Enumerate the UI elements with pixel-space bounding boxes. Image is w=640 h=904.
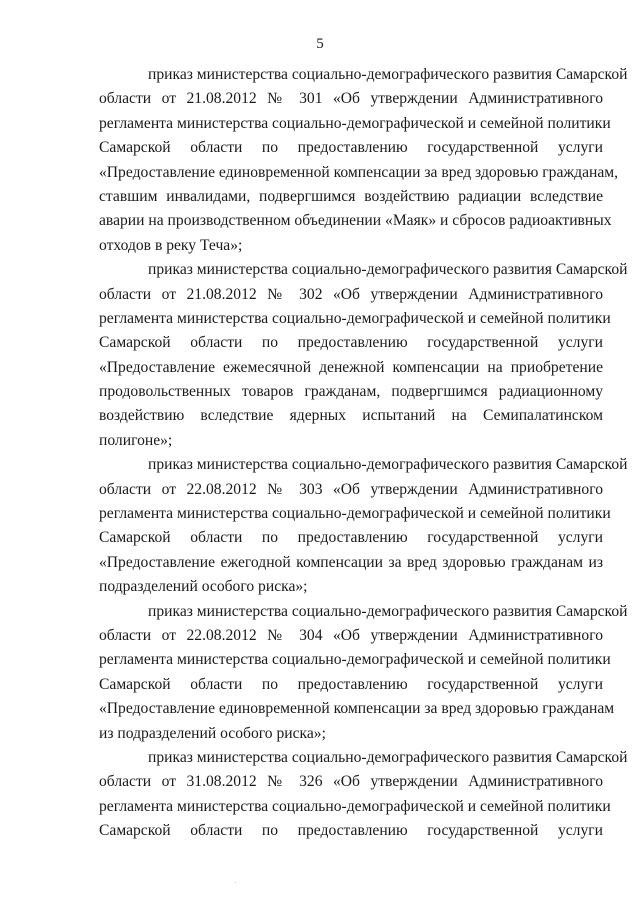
text-line: из подразделений особого риска»; [99,724,326,742]
text-line: полигоне»; [99,431,173,449]
text-line: области от 22.08.2012 № 304 «Об утверждении Административного [99,626,603,644]
paragraph-order-303 [99,453,628,599]
text-line: Самарской области по предоставлению государственной услуги [99,529,603,547]
text-line: Самарской области по предоставлению государственной услуги [99,334,603,352]
text-line: приказ министерства социально-демографического развития Самарской [148,66,628,83]
text-line: «Предоставление единовременной компенсации за вред здоровью гражданам [99,700,615,718]
text-line: ставшим инвалидами, подвергшимся воздействию радиации вследствие [99,187,603,205]
text-line: регламента министерства социально-демографической и семейной политики [99,114,611,132]
text-line: области от 22.08.2012 № 303 «Об утверждении Административного [99,480,603,498]
text-line: регламента министерства социально-демографической и семейной политики [99,797,611,815]
text-line: регламента министерства социально-демографической и семейной политики [99,309,611,327]
text-line: отходов в реку Теча»; [99,236,243,254]
text-line: Самарской области по предоставлению государственной услуги [99,139,603,157]
text-line: Самарской области по предоставлению государственной услуги [99,675,603,693]
paragraph-order-304 [99,600,628,746]
text-line: Самарской области по предоставлению государственной услуги [99,822,603,840]
text-line: приказ министерства социально-демографического развития Самарской [148,602,628,620]
text-line: «Предоставление ежегодной компенсации за вред здоровью гражданам из [99,553,603,571]
scan-speck [235,882,236,883]
text-line: аварии на производственном объединении «Маяк» и сбросов радиоактивных [99,212,612,230]
text-line: области от 21.08.2012 № 302 «Об утверждении Административного [99,285,603,303]
text-line: приказ министерства социально-демографического развития Самарской [148,748,628,766]
document-body [99,63,628,844]
paragraph-order-326 [99,746,628,844]
paragraph-order-302 [99,258,628,453]
text-line: регламента министерства социально-демографической и семейной политики [99,651,611,669]
text-line: области от 21.08.2012 № 301 «Об утверждении Административного [99,90,603,108]
paragraph-order-301 [99,63,628,258]
text-line: «Предоставление ежемесячной денежной компенсации на приобретение [99,358,603,376]
text-line: «Предоставление единовременной компенсации за вред здоровью гражданам, [99,163,619,181]
text-line: приказ министерства социально-демографического развития Самарской [148,261,628,279]
page-number: 5 [316,36,324,52]
text-line: приказ министерства социально-демографического развития Самарской [148,456,628,474]
text-line: области от 31.08.2012 № 326 «Об утверждении Административного [99,773,603,791]
text-line: продовольственных товаров гражданам, подвергшимся радиационному [99,383,603,401]
text-line: воздействию вследствие ядерных испытаний на Семипалатинском [99,407,603,425]
text-line: подразделений особого риска»; [99,578,308,596]
text-line: регламента министерства социально-демографической и семейной политики [99,505,611,523]
